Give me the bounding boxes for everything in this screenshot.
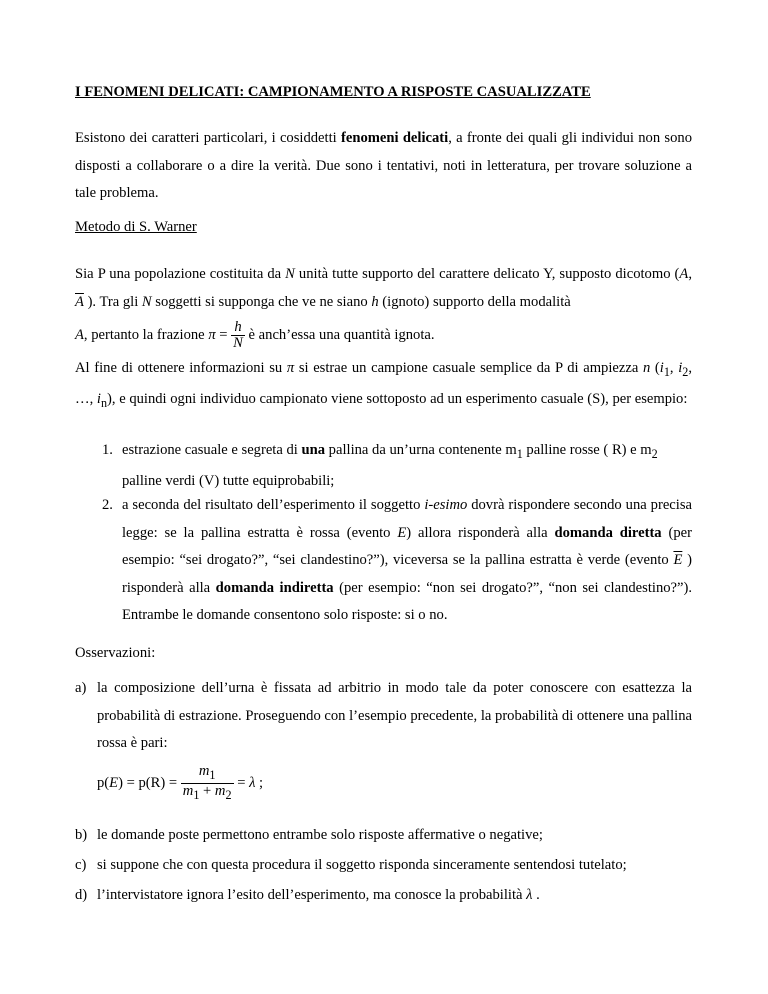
formula-m: m (214, 782, 226, 799)
p1-A: A (75, 327, 84, 343)
li2-text: ) allora risponderà alla (406, 524, 555, 541)
obs-d-part: l’intervistatore ignora l’esito dell’esperimento, ma conosce la probabilità (97, 887, 527, 903)
p1-A-bar: $\overline{A}$ (75, 294, 84, 310)
li2-bold: domanda indiretta (215, 579, 334, 596)
li2-E-bar: $\overline{E}$ (673, 552, 683, 568)
formula-E: E (109, 774, 119, 791)
obs-c-text: si suppone che con questa procedura il soggetto risponda sinceramente sentendosi tutelato; (97, 857, 627, 873)
li2-bold: domanda diretta (554, 524, 662, 541)
obs-label-a: a) (75, 680, 87, 696)
obs-label-b: b) (75, 827, 88, 843)
pi-symbol: π (208, 327, 216, 343)
obs-label-c: c) (75, 857, 87, 873)
intro-bold-term: fenomeni delicati (340, 130, 449, 146)
fraction-m1-over-sum (181, 764, 234, 803)
list-item-number: 1. (102, 442, 113, 458)
li1-text: estrazione casuale e segreta di (122, 442, 302, 458)
p2-text: , …, (75, 360, 692, 408)
p2-text: si estrae un campione casuale semplice da P di ampiezza (294, 360, 643, 376)
p2-i: i (678, 360, 683, 376)
p1-N: N (141, 294, 152, 310)
formula-sub: 1 (193, 787, 200, 802)
p2-text: Al fine di ottenere informazioni su (75, 360, 287, 376)
p1-h: h (371, 294, 379, 310)
formula-text: ; (255, 774, 264, 791)
li2-italic: i-esimo (424, 497, 468, 513)
obs-d-part: . (532, 887, 540, 903)
formula-sub: 1 (209, 767, 216, 782)
list-item-1 (122, 437, 692, 496)
p2-sub: 2 (682, 364, 689, 379)
section-heading: Metodo di S. Warner (75, 219, 197, 235)
li2-text: (per esempio: “non sei drogato?”, “non sei clandestino?”). Entrambe le domande consentono solo risposte: si o no. (122, 579, 692, 623)
formula-m: m (182, 782, 194, 799)
formula-equals: = (233, 774, 250, 791)
li1-text: palline rosse ( R) e m (522, 442, 652, 458)
intro-text-1: Esistono dei caratteri particolari, i cosiddetti (75, 130, 341, 146)
li2-text: a seconda del risultato dell’esperimento il soggetto (122, 497, 425, 513)
formula-m: m (198, 763, 210, 779)
li2-text: dovrà rispondere secondo una precisa legge: se la pallina estratta è rossa (evento (122, 497, 692, 541)
intro-paragraph (75, 125, 692, 208)
p1-text: (ignoto) supporto della modalità (378, 294, 571, 310)
list-item-number: 2. (102, 497, 113, 513)
p1-text: unità tutte supporto del carattere delicato Y, supposto dicotomo ( (294, 266, 680, 282)
p2-text: ( (650, 360, 660, 376)
formula-sub: 2 (225, 787, 232, 802)
li2-text: (per esempio: “sei drogato?”, “sei clandestino?”), viceversa se la pallina estratta è verde (evento (122, 524, 692, 568)
p2-sub: 1 (663, 364, 670, 379)
list-item-2 (122, 492, 692, 630)
warner-paragraph-1-line3 (75, 318, 435, 352)
li1-sub: 1 (516, 446, 523, 461)
li1-sub: 2 (651, 446, 658, 461)
p2-i: i (659, 360, 664, 376)
observations-heading: Osservazioni: (75, 645, 156, 661)
p1-text: , pertanto la frazione (83, 327, 209, 343)
p2-text: ), e quindi ogni individuo campionato viene sottoposto ad un esperimento casuale (S), per esempio: (107, 391, 688, 408)
p1-A: A (679, 266, 689, 282)
p1-text: è anch’essa una quantità ignota. (244, 327, 435, 343)
probability-formula (97, 764, 263, 803)
li2-E: E (397, 524, 407, 541)
obs-b-text: le domande poste permettono entrambe solo risposte affermative o negative; (97, 827, 543, 843)
pi-symbol: π (286, 360, 295, 376)
p2-sub: n (100, 396, 108, 411)
p1-text: , (688, 266, 692, 282)
equals: = (215, 327, 232, 343)
page-title: I FENOMENI DELICATI: CAMPIONAMENTO A RISPOSTE CASUALIZZATE (75, 84, 591, 100)
formula-text: ) = p(R) = (118, 774, 181, 791)
p2-i: i (96, 391, 101, 408)
li1-text: palline verdi (V) tutte equiprobabili; (122, 473, 335, 490)
p2-n: n (642, 360, 651, 376)
formula-plus: + (199, 782, 215, 799)
p1-N: N (285, 266, 295, 282)
fraction-h-over-N (231, 320, 245, 351)
p2-text: , (669, 360, 679, 376)
warner-paragraph-1 (75, 260, 692, 316)
lambda-symbol: λ (526, 887, 533, 903)
obs-label-d: d) (75, 887, 88, 903)
obs-a-text: la composizione dell’urna è fissata ad arbitrio in modo tale da poter conoscere con esattezza la probabilità di estrazione. Proseguendo con l’esempio precedente, la probabilità di ottenere una pallina rossa è pari: (97, 680, 692, 751)
formula-numerator (181, 764, 234, 783)
p1-text: soggetti si supponga che ve ne siano (151, 294, 372, 310)
p1-text: Sia P una popolazione costituita da (75, 266, 286, 282)
li1-bold: una (301, 442, 326, 458)
obs-d-text (97, 882, 540, 910)
formula-denominator (181, 783, 234, 803)
li2-text: ) risponderà alla (122, 552, 692, 596)
lambda-symbol: λ (249, 774, 256, 791)
fraction-denominator: N (233, 335, 243, 352)
warner-paragraph-2 (75, 355, 692, 418)
fraction-numerator: h (234, 319, 242, 336)
formula-text: p( (97, 774, 110, 791)
p1-text: ). Tra gli (83, 294, 142, 310)
li1-text: pallina da un’urna contenente m (325, 442, 517, 458)
intro-text-2: , a fronte dei quali gli individui non sono disposti a collaborare o a dire la verità. Due sono i tentativi, noti in letteratura, per trovare soluzione a tale problema. (75, 130, 692, 201)
